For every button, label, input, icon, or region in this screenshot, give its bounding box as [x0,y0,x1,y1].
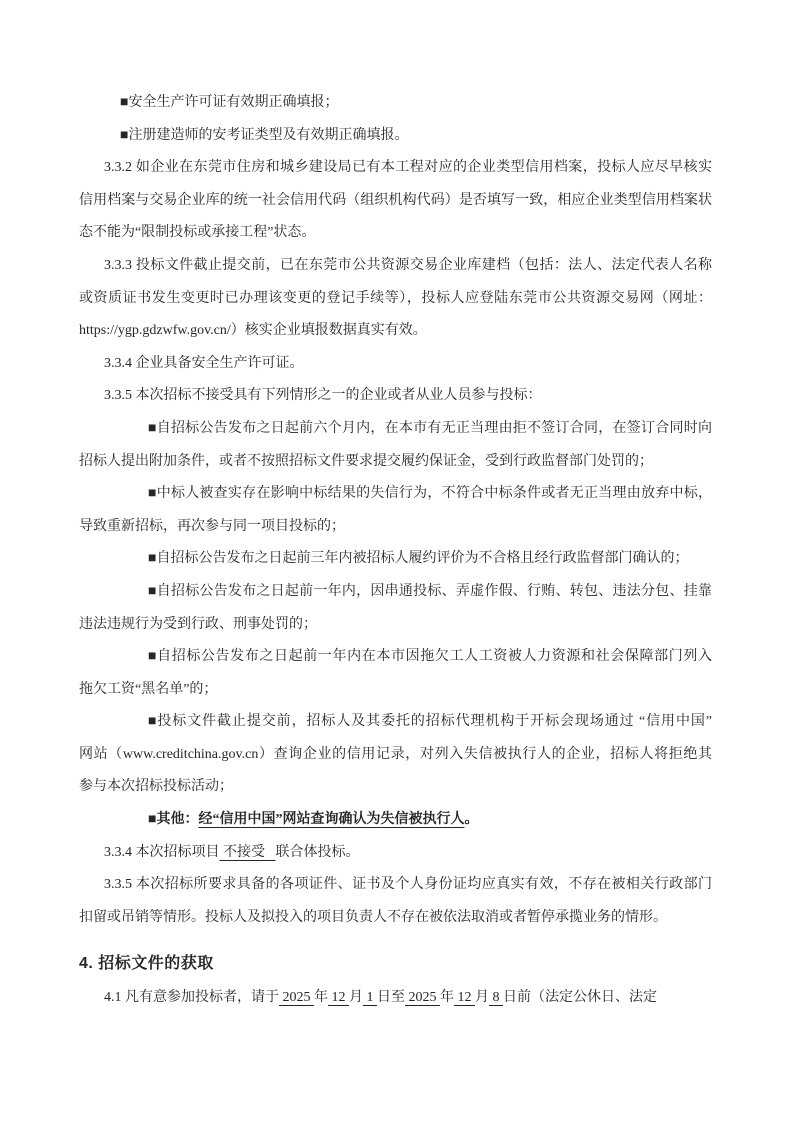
text-run: 参与本次招标投标活动； [79,779,233,795]
text-run: 态不能为“限制投标或承接工程”状态。 [79,225,316,241]
text-run: https://ygp.gdzwfw.gov.cn/）核实企业填报数据真实有效。 [79,323,427,339]
situation-wage-blacklist-line-2 [79,674,712,707]
underlined-text: 2025 [279,990,314,1006]
situation-credit-china-check [79,706,712,804]
text-run: ■自招标公告发布之日起前三年内被招标人履约评价为不合格且经行政监督部门确认的； [148,551,689,567]
situation-failed-evaluation-line-1 [79,543,712,576]
situation-illegal-acts-line-2 [79,609,712,642]
text-run: 网站（www.creditchina.gov.cn）查询企业的信用记录，对列入失信被执行人的企业，招标人将拒绝其 [79,746,712,762]
text-run: 。 [464,812,479,828]
text-run: ■自招标公告发布之日起前六个月内，在本市有无正当理由拒不签订合同，在签订合同时向 [148,420,712,436]
text-run: 导致重新招标，再次参与同一项目投标的； [79,518,345,534]
clause-3-3-4-consortium [79,837,712,870]
underlined-text: 8 [489,990,503,1006]
situation-refuse-contract-line-2 [79,446,712,479]
text-run: 日前（法定公休日、法定 [503,990,657,1006]
underlined-text: 不接受 [219,844,276,860]
situation-other-line-1 [79,804,712,837]
safety-license-filled-item [79,87,712,120]
situation-credit-china-check-line-2 [79,739,712,772]
text-run: ■中标人被查实存在影响中标结果的失信行为，不符合中标条件或者无正当理由放弃中标， [148,486,712,502]
text-run: ■注册建造师的安考证类型及有效期正确填报。 [120,127,409,143]
clause-3-3-5-intro [79,380,712,413]
situation-dishonest-winner-line-2 [79,511,712,544]
clause-3-3-2-line-1 [79,152,712,185]
clause-3-3-2 [79,152,712,250]
text-run: 4. 招标文件的获取 [79,955,214,973]
situation-credit-china-check-line-3 [79,771,712,804]
clause-4-1-dates-line-1 [79,982,712,1015]
clause-3-3-3 [79,250,712,348]
text-run: ■其他： [148,812,199,828]
safety-license-filled-item-line-1 [79,87,712,120]
text-run: 3.3.5 本次招标不接受具有下列情形之一的企业或者从业人员参与投标： [104,388,542,404]
clause-3-3-2-line-2 [79,185,712,218]
text-run: 3.3.4 本次招标项目 [104,844,220,860]
clause-3-3-5-intro-line-1 [79,380,712,413]
text-run: 4.1 凡有意参加投标者，请于 [104,990,279,1006]
document-body [79,87,712,1015]
text-run: 联合体投标。 [275,844,360,860]
text-run: 年 [440,990,454,1006]
registered-builder-cert-item [79,120,712,153]
situation-credit-china-check-line-1 [79,706,712,739]
clause-4-1-dates [79,982,712,1015]
registered-builder-cert-item-line-1 [79,120,712,153]
clause-3-3-5-certificates-line-2 [79,902,712,935]
situation-illegal-acts [79,576,712,641]
text-run: ■安全生产许可证有效期正确填报； [120,95,339,110]
clause-3-3-4-safety-license [79,348,712,381]
text-run: 月 [475,990,489,1006]
situation-wage-blacklist-line-1 [79,641,712,674]
text-run: 信用档案与交易企业库的统一社会信用代码（组织机构代码）是否填写一致，相应企业类型信用档案状 [79,192,712,208]
section-4-heading [79,948,712,981]
text-run: 3.3.5 本次招标所要求具备的各项证件、证书及个人身份证均应真实有效，不存在被相关行政部门 [104,877,712,893]
situation-dishonest-winner [79,478,712,543]
situation-wage-blacklist [79,641,712,706]
situation-illegal-acts-line-1 [79,576,712,609]
underlined-text: 2025 [405,990,440,1006]
clause-3-3-3-line-2 [79,283,712,316]
situation-refuse-contract-line-1 [79,413,712,446]
text-run: 3.3.4 企业具备安全生产许可证。 [104,355,304,371]
text-run: ■自招标公告发布之日起前一年内，因串通投标、弄虚作假、行贿、转包、违法分包、挂靠 [148,583,712,599]
underlined-text: 经“信用中国”网站查询确认为失信被执行人 [198,812,465,828]
text-run: 3.3.2 如企业在东莞市住房和城乡建设局已有本工程对应的企业类型信用档案，投标人应尽早核实 [104,160,712,176]
text-run: 拖欠工资“黑名单”的； [79,681,218,697]
situation-other [79,804,712,837]
section-4-heading-line-1 [79,948,712,981]
situation-refuse-contract [79,413,712,478]
clause-3-3-5-certificates-line-1 [79,869,712,902]
underlined-text: 1 [363,990,377,1006]
text-run: 扣留或吊销等情形。投标人及拟投入的项目负责人不存在被依法取消或者暂停承揽业务的情形。 [79,909,667,925]
text-run: 年 [314,990,328,1006]
text-run: 3.3.3 投标文件截止提交前，已在东莞市公共资源交易企业库建档（包括：法人、法定代表人名称 [104,257,712,273]
text-run: 违法违规行为受到行政、刑事处罚的； [79,616,317,632]
situation-failed-evaluation [79,543,712,576]
clause-3-3-2-line-3 [79,217,712,250]
clause-3-3-3-line-1 [79,250,712,283]
text-run: 招标人提出附加条件，或者不按照招标文件要求提交履约保证金，受到行政监督部门处罚的； [79,453,653,469]
clause-3-3-4-safety-license-line-1 [79,348,712,381]
text-run: 月 [349,990,363,1006]
text-run: 或资质证书发生变更时已办理该变更的登记手续等），投标人应登陆东莞市公共资源交易网（网址： [79,290,712,306]
text-run: 日至 [377,990,405,1006]
text-run: ■投标文件截止提交前，招标人及其委托的招标代理机构于开标会现场通过 “信用中国” [148,714,712,730]
text-run: ■自招标公告发布之日起前一年内在本市因拖欠工人工资被人力资源和社会保障部门列入 [148,649,712,665]
clause-3-3-5-certificates [79,869,712,934]
situation-dishonest-winner-line-1 [79,478,712,511]
clause-3-3-3-line-3 [79,315,712,348]
underlined-text: 12 [328,990,349,1006]
clause-3-3-4-consortium-line-1 [79,837,712,870]
underlined-text: 12 [454,990,475,1006]
